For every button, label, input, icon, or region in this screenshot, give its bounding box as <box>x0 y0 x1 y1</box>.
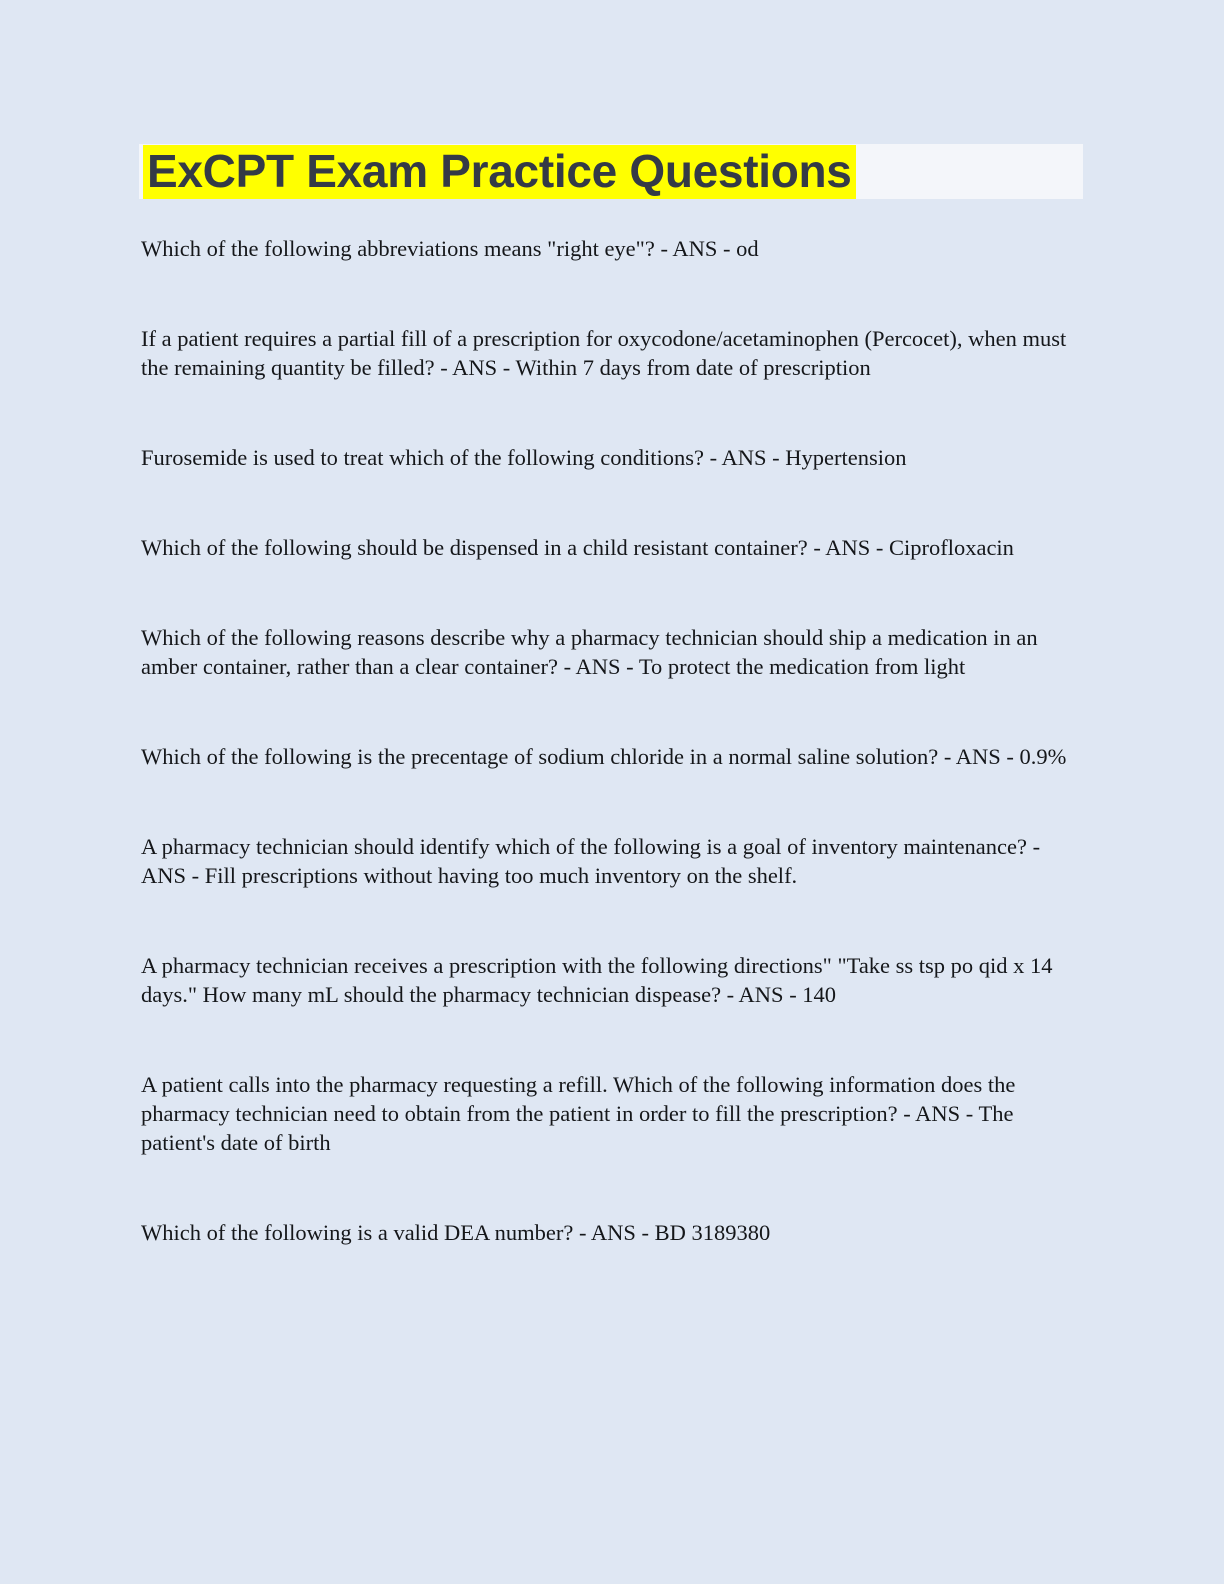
question-answer-item: Which of the following abbreviations means "right eye"? - ANS - od <box>141 236 759 261</box>
question-answer-item: Which of the following should be dispensed in a child resistant container? - ANS - Ciprofloxacin <box>141 535 1014 560</box>
question-answer-item: Which of the following reasons describe why a pharmacy technician should ship a medication in an amber container, rather than a clear container? - ANS - To protect the medication from light <box>141 625 1038 679</box>
questions-list <box>141 234 1079 1247</box>
question-answer-item: Which of the following is a valid DEA number? - ANS - BD 3189380 <box>141 1220 771 1245</box>
question-answer-item: Furosemide is used to treat which of the following conditions? - ANS - Hypertension <box>141 445 907 470</box>
question-answer-item: A pharmacy technician receives a prescription with the following directions" "Take ss tsp po qid x 14 days." How many mL should the pharmacy technician dispease? - ANS - 140 <box>141 953 1053 1007</box>
question-answer-item: A pharmacy technician should identify which of the following is a goal of inventory maintenance? - ANS - Fill prescriptions without having too much inventory on the shelf. <box>141 834 1041 888</box>
title-highlight <box>143 145 856 199</box>
page-title: ExCPT Exam Practice Questions <box>147 144 852 197</box>
question-answer-item: A patient calls into the pharmacy requesting a refill. Which of the following information does the pharmacy technician need to obtain from the patient in order to fill the prescription? - ANS - The patient's date of birth <box>141 1072 1016 1155</box>
question-answer-item: Which of the following is the precentage of sodium chloride in a normal saline solution? - ANS - 0.9% <box>141 744 1067 769</box>
title-banner <box>139 144 1083 199</box>
question-answer-item: If a patient requires a partial fill of a prescription for oxycodone/acetaminophen (Percocet), when must the remaining quantity be filled? - ANS - Within 7 days from date of prescription <box>141 326 1067 380</box>
